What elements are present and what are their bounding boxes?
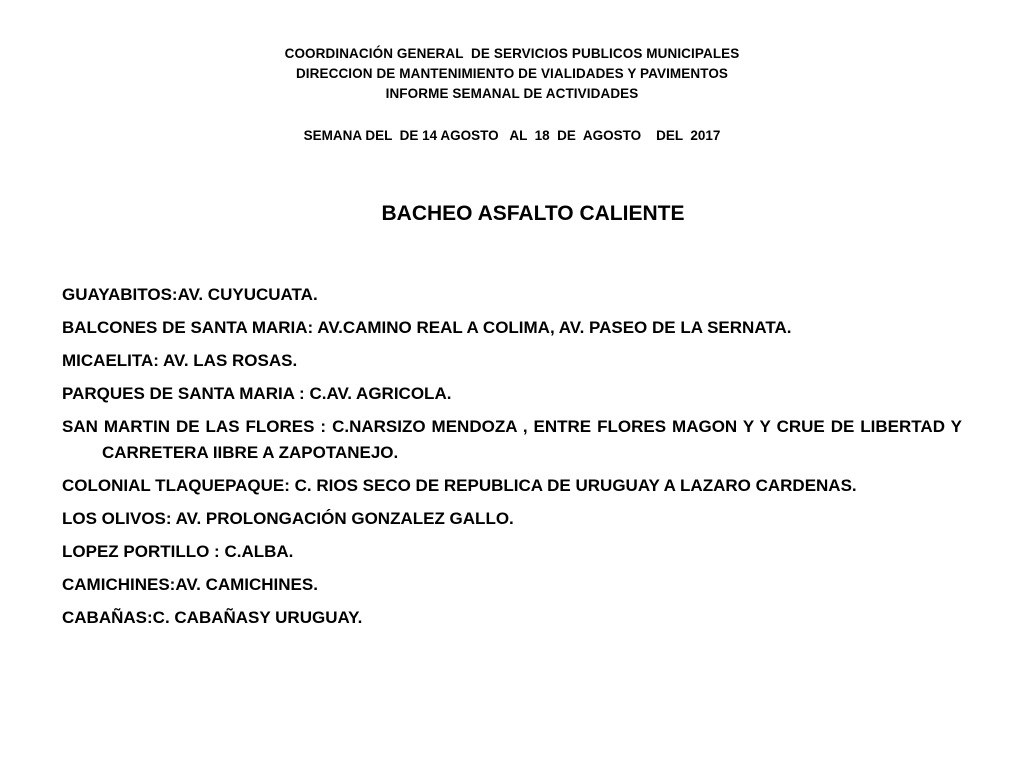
- list-item: CABAÑAS:C. CABAÑASY URUGUAY.: [62, 608, 363, 627]
- list-item: GUAYABITOS:AV. CUYUCUATA.: [62, 285, 318, 304]
- document-header: [0, 44, 1024, 104]
- list-item: BALCONES DE SANTA MARIA: AV.CAMINO REAL A COLIMA, AV. PASEO DE LA SERNATA.: [62, 318, 792, 337]
- header-line-report: INFORME SEMANAL DE ACTIVIDADES: [385, 86, 639, 101]
- list-item: PARQUES DE SANTA MARIA : C.AV. AGRICOLA.: [62, 384, 452, 403]
- list-item: LOS OLIVOS: AV. PROLONGACIÓN GONZALEZ GALLO.: [62, 509, 514, 528]
- list-item: COLONIAL TLAQUEPAQUE: C. RIOS SECO DE REPUBLICA DE URUGUAY A LAZARO CARDENAS.: [62, 476, 857, 495]
- header-line-coordination: COORDINACIÓN GENERAL DE SERVICIOS PUBLICOS MUNICIPALES: [284, 46, 740, 61]
- week-range: SEMANA DEL DE 14 AGOSTO AL 18 DE AGOSTO DEL 2017: [303, 128, 721, 143]
- slide-title: BACHEO ASFALTO CALIENTE: [381, 202, 685, 225]
- list-item: LOPEZ PORTILLO : C.ALBA.: [62, 542, 294, 561]
- list-item: SAN MARTIN DE LAS FLORES : C.NARSIZO MENDOZA , ENTRE FLORES MAGON Y Y CRUE DE LIBERTAD Y CARRETERA IIBRE A ZAPOTANEJO.: [62, 417, 962, 462]
- list-item: CAMICHINES:AV. CAMICHINES.: [62, 575, 318, 594]
- location-list: [62, 282, 962, 638]
- list-item: MICAELITA: AV. LAS ROSAS.: [62, 351, 298, 370]
- header-line-direction: DIRECCION DE MANTENIMIENTO DE VIALIDADES Y PAVIMENTOS: [295, 66, 729, 81]
